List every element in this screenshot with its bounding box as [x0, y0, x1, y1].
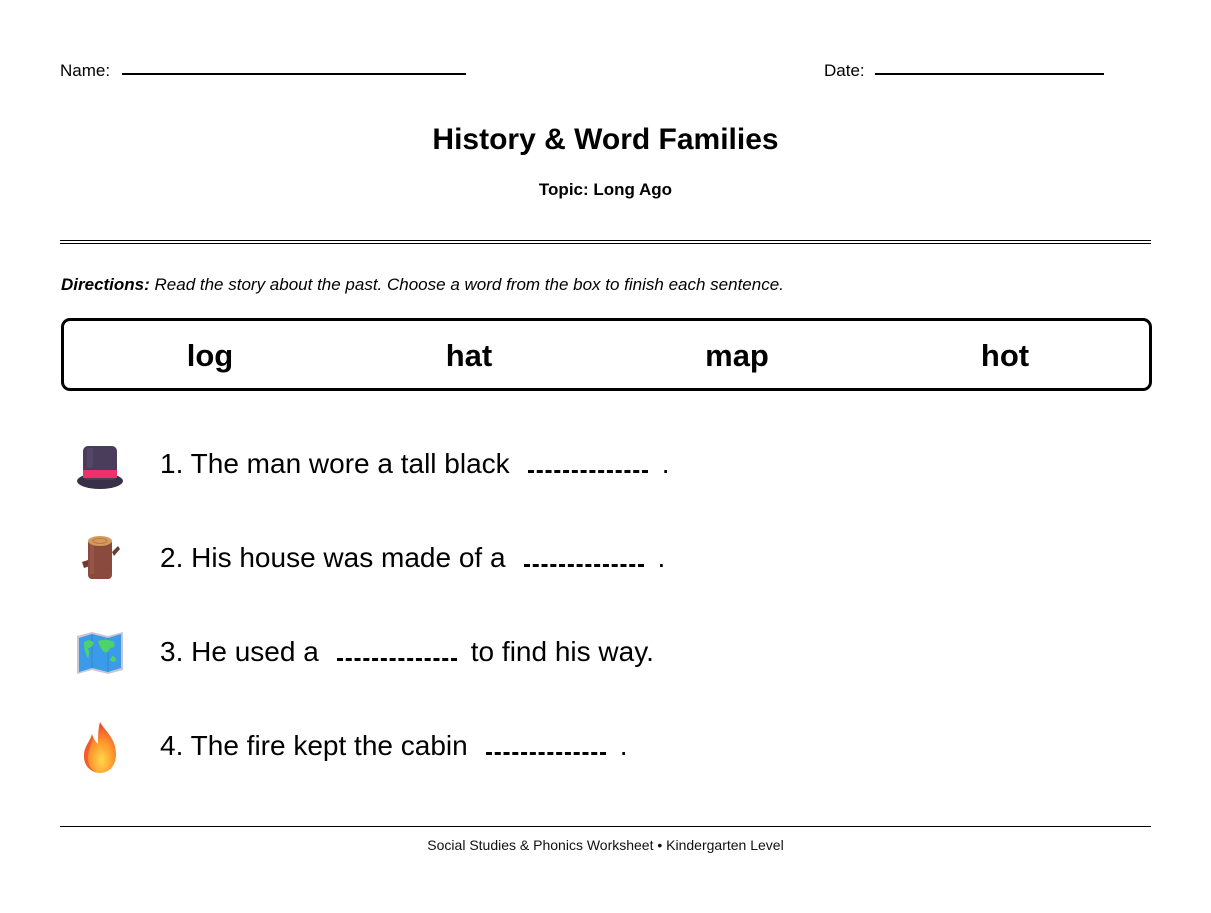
top-hat-icon	[74, 438, 126, 490]
word-bank-item-hot: hot	[980, 338, 1030, 373]
date-label: Date:	[824, 61, 865, 80]
question-3-text	[160, 636, 654, 668]
question-before: He used a	[191, 636, 319, 667]
footer-text: Social Studies & Phonics Worksheet • Kindergarten Level	[427, 837, 784, 853]
wood-log-icon	[74, 532, 126, 584]
question-4-text	[160, 730, 627, 762]
question-number: 2.	[160, 542, 184, 573]
name-label: Name:	[60, 61, 111, 80]
answer-blank-4[interactable]	[486, 752, 606, 755]
directions	[61, 275, 784, 295]
question-number: 1.	[160, 448, 184, 479]
page-title: History & Word Families	[432, 123, 779, 156]
word-bank-box	[61, 318, 1152, 391]
question-2-text	[160, 542, 665, 574]
word-bank-item-log: log	[186, 338, 234, 373]
question-1-text	[160, 448, 669, 480]
answer-blank-3[interactable]	[337, 658, 457, 661]
question-after: .	[661, 448, 670, 479]
directions-text: Read the story about the past. Choose a word from the box to finish each sentence.	[149, 275, 784, 294]
name-field[interactable]	[122, 73, 466, 75]
word-bank-item-hat: hat	[445, 338, 493, 373]
answer-blank-1[interactable]	[528, 470, 648, 473]
question-number: 3.	[160, 636, 184, 667]
question-2	[60, 528, 1151, 588]
header-divider	[60, 240, 1151, 244]
answer-blank-2[interactable]	[524, 564, 644, 567]
question-after: to find his way.	[470, 636, 654, 667]
question-4	[60, 716, 1151, 776]
question-before: His house was made of a	[191, 542, 506, 573]
world-map-icon	[74, 626, 126, 678]
word-bank-item-map: map	[705, 338, 769, 373]
question-after: .	[657, 542, 666, 573]
question-number: 4.	[160, 730, 184, 761]
question-after: .	[619, 730, 628, 761]
topic-subtitle: Topic: Long Ago	[538, 180, 673, 199]
fire-icon	[74, 720, 126, 772]
question-before: The man wore a tall black	[190, 448, 510, 479]
date-field[interactable]	[875, 73, 1104, 75]
directions-lead: Directions:	[61, 275, 150, 294]
question-3	[60, 622, 1151, 682]
question-before: The fire kept the cabin	[190, 730, 468, 761]
question-1	[60, 434, 1151, 494]
footer-divider	[60, 826, 1151, 827]
